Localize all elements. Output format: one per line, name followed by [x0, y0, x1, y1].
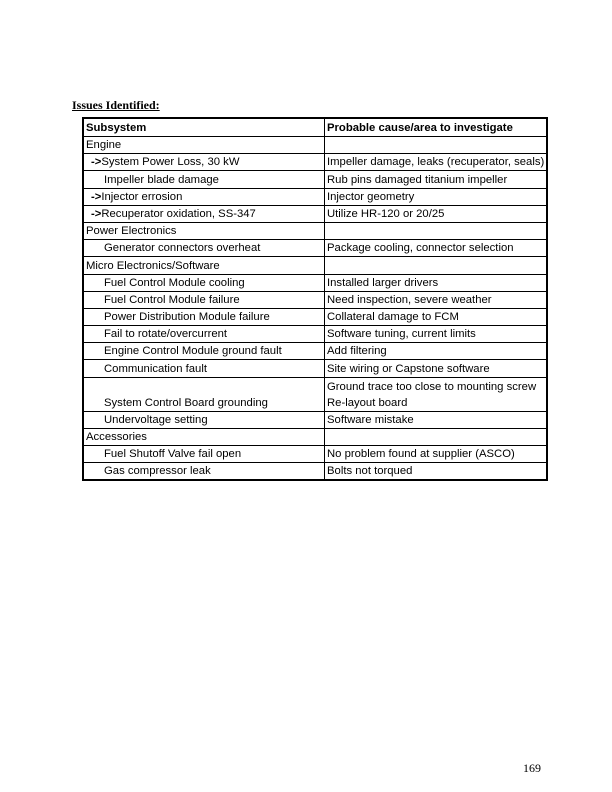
cause-cell — [325, 257, 548, 274]
subsystem-text: Micro Electronics/Software — [86, 259, 220, 272]
arrow-icon: -> — [91, 156, 102, 169]
subsystem-text: Fuel Shutoff Valve fail open — [104, 448, 242, 461]
cause-cell — [325, 137, 548, 154]
table-row — [83, 411, 547, 428]
section-heading: Issues Identified: — [72, 98, 160, 112]
subsystem-text: Communication fault — [104, 362, 207, 375]
subsystem-text: Fuel Control Module cooling — [104, 276, 245, 289]
cause-text: Add filtering — [327, 345, 387, 358]
cause-text: No problem found at supplier (ASCO) — [327, 448, 515, 461]
cause-cell — [325, 343, 548, 360]
page-number: 169 — [523, 761, 541, 775]
cause-text: Bolts not torqued — [327, 465, 413, 478]
subsystem-cell — [83, 343, 325, 360]
subsystem-cell — [83, 257, 325, 274]
cause-cell — [325, 463, 548, 481]
issues-table — [82, 117, 548, 481]
cause-cell — [325, 188, 548, 205]
subsystem-text: Fail to rotate/overcurrent — [104, 328, 228, 341]
header-subsystem: Subsystem — [83, 118, 325, 137]
subsystem-cell — [83, 308, 325, 325]
table-row — [83, 171, 547, 188]
subsystem-text: Impeller blade damage — [104, 173, 219, 186]
cause-cell — [325, 205, 548, 222]
subsystem-text: Gas compressor leak — [104, 465, 211, 478]
subsystem-text: System Control Board grounding — [104, 396, 268, 409]
cause-cell — [325, 222, 548, 239]
table-row — [83, 377, 547, 411]
cause-cell — [325, 308, 548, 325]
cause-text: Software mistake — [327, 413, 414, 426]
cause-cell — [325, 240, 548, 257]
cause-text: Impeller damage, leaks (recuperator, seals) — [327, 156, 545, 169]
cause-cell — [325, 446, 548, 463]
table-row — [83, 326, 547, 343]
table-row — [83, 274, 547, 291]
cause-text: Software tuning, current limits — [327, 328, 476, 341]
cause-cell — [325, 326, 548, 343]
table-row — [83, 463, 547, 481]
cause-text: Injector geometry — [327, 190, 415, 203]
cause-cell — [325, 428, 548, 445]
cause-cell — [325, 411, 548, 428]
cause-text: Need inspection, severe weather — [327, 293, 492, 306]
table-row — [83, 154, 547, 171]
subsystem-cell — [83, 137, 325, 154]
cause-text-line2: Re-layout board — [327, 396, 408, 409]
cause-cell — [325, 360, 548, 377]
table-row — [83, 446, 547, 463]
arrow-icon: -> — [91, 207, 102, 220]
cause-text: Collateral damage to FCM — [327, 311, 459, 324]
subsystem-text: Power Distribution Module failure — [104, 311, 270, 324]
table-group-row — [83, 137, 547, 154]
table-row — [83, 360, 547, 377]
subsystem-cell — [83, 360, 325, 377]
subsystem-cell — [83, 411, 325, 428]
subsystem-cell — [83, 222, 325, 239]
subsystem-cell — [83, 240, 325, 257]
cause-cell — [325, 154, 548, 171]
table-header-row — [83, 118, 547, 137]
cause-text: Utilize HR-120 or 20/25 — [327, 207, 445, 220]
subsystem-text: Undervoltage setting — [104, 413, 208, 426]
subsystem-text: Accessories — [86, 431, 147, 443]
table-row — [83, 205, 547, 222]
subsystem-text: Injector errosion — [101, 190, 183, 203]
subsystem-cell — [83, 274, 325, 291]
cause-cell — [325, 274, 548, 291]
arrow-icon: -> — [91, 190, 102, 203]
subsystem-text: Generator connectors overheat — [104, 242, 261, 255]
table-row — [83, 308, 547, 325]
table-group-row — [83, 222, 547, 239]
cause-text: Site wiring or Capstone software — [327, 362, 490, 375]
cause-text: Package cooling, connector selection — [327, 242, 514, 255]
subsystem-text: Recuperator oxidation, SS-347 — [101, 207, 256, 220]
subsystem-cell — [83, 326, 325, 343]
subsystem-text: Engine Control Module ground fault — [104, 345, 282, 358]
table-row — [83, 343, 547, 360]
subsystem-cell — [83, 377, 325, 411]
cause-text: Installed larger drivers — [327, 276, 439, 289]
subsystem-cell — [83, 188, 325, 205]
subsystem-cell — [83, 446, 325, 463]
table-row — [83, 188, 547, 205]
subsystem-text: Engine — [86, 139, 122, 152]
subsystem-cell — [83, 463, 325, 481]
subsystem-cell — [83, 291, 325, 308]
cause-cell — [325, 171, 548, 188]
subsystem-text: Power Electronics — [86, 225, 177, 238]
cause-cell — [325, 291, 548, 308]
subsystem-cell — [83, 428, 325, 445]
subsystem-cell — [83, 171, 325, 188]
table-row — [83, 291, 547, 308]
subsystem-cell — [83, 154, 325, 171]
subsystem-cell — [83, 205, 325, 222]
cause-text: Ground trace too close to mounting screw — [327, 380, 537, 393]
header-cause: Probable cause/area to investigate — [325, 118, 548, 137]
table-group-row — [83, 428, 547, 445]
table-group-row — [83, 257, 547, 274]
table-row — [83, 240, 547, 257]
cause-cell — [325, 377, 548, 411]
subsystem-text: Fuel Control Module failure — [104, 293, 240, 306]
cause-text: Rub pins damaged titanium impeller — [327, 173, 508, 186]
subsystem-text: System Power Loss, 30 kW — [101, 156, 240, 169]
